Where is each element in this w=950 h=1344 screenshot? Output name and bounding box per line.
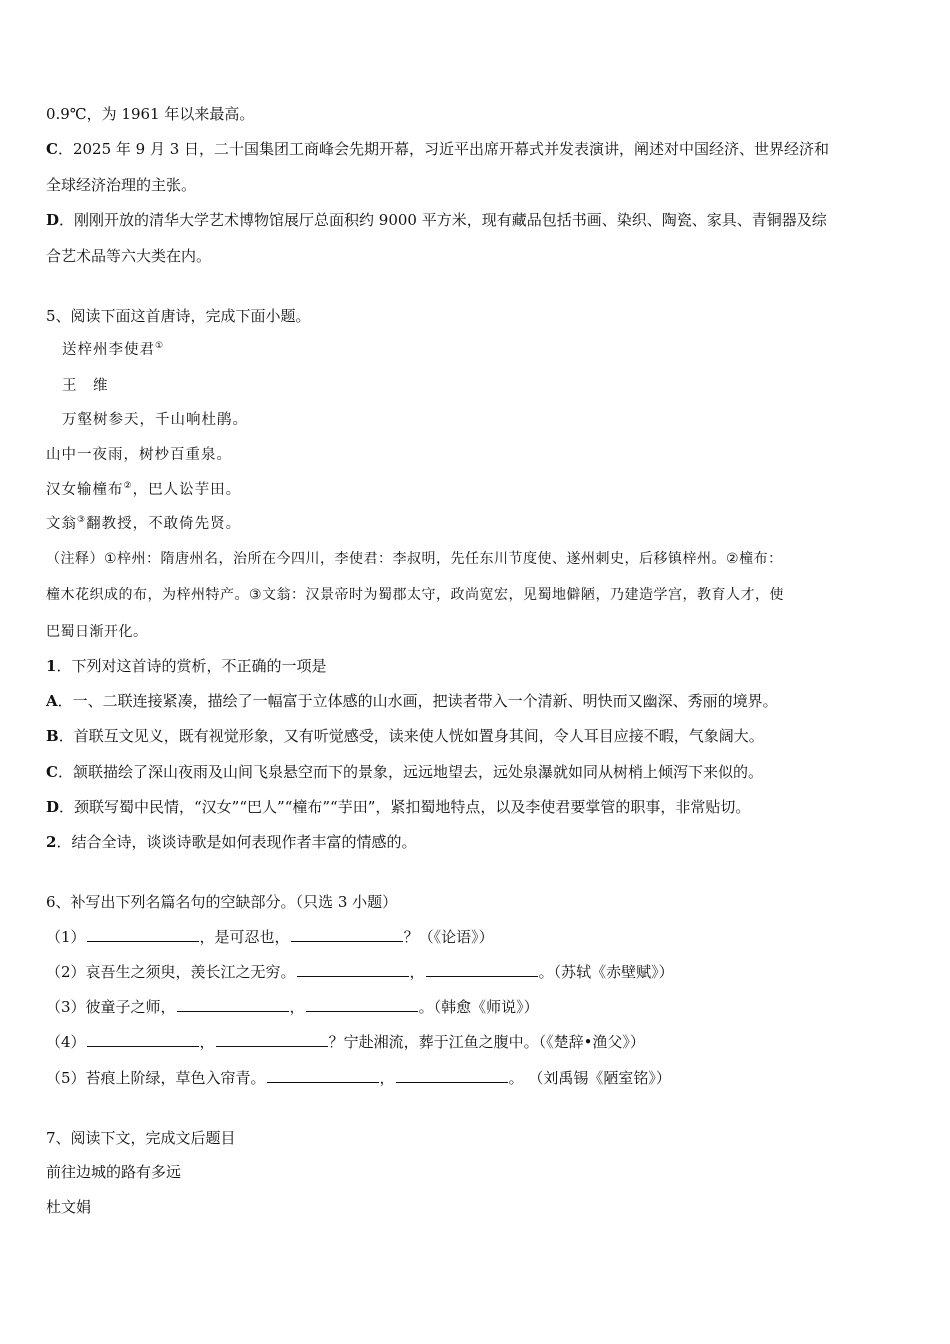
q6-item-5 bbox=[46, 1068, 910, 1088]
q4-option-d-line-2: 合艺术品等六大类在内。 bbox=[46, 247, 212, 265]
q7-heading: 7、阅读下文，完成文后题目 bbox=[46, 1129, 236, 1147]
item-2-middle: ， bbox=[409, 963, 425, 981]
q5-option-b bbox=[46, 726, 910, 746]
q6-item-1 bbox=[46, 927, 910, 947]
sub-1-number: 1 bbox=[46, 657, 57, 675]
q5-sub-2 bbox=[46, 832, 910, 852]
q5-option-a bbox=[46, 691, 910, 711]
q6-item-2 bbox=[46, 962, 910, 982]
item-3-prefix: （3）彼童子之师， bbox=[46, 998, 176, 1016]
option-d-label: D bbox=[46, 211, 60, 229]
poem-line-1: 万壑树参天，千山响杜鹃。 bbox=[62, 412, 248, 428]
item-2-suffix: 。（苏轼《赤壁赋》） bbox=[538, 963, 674, 981]
poem-line-3-b: ，巴人讼芋田。 bbox=[132, 482, 242, 498]
item-1-middle: ，是可忍也， bbox=[199, 928, 290, 946]
answer-blank[interactable] bbox=[306, 997, 418, 1012]
poem-line-4-footnote: ③ bbox=[77, 515, 87, 525]
item-1-prefix: （1） bbox=[46, 928, 86, 946]
answer-blank[interactable] bbox=[291, 927, 403, 942]
q4-option-c-line-2: 全球经济治理的主张。 bbox=[46, 176, 197, 194]
q6-item-4 bbox=[46, 1032, 910, 1052]
poem-line-4 bbox=[46, 514, 910, 534]
option-b-text: ．首联互文见义，既有视觉形象，又有听觉感受，读来使人恍如置身其间，令人耳目应接不暇，气象阔大。 bbox=[58, 727, 764, 745]
q4-line-1: 0.9℃，为 1961 年以来最高。 bbox=[46, 105, 255, 123]
q5-sub-1 bbox=[46, 656, 910, 676]
option-c-label: C bbox=[46, 763, 58, 781]
poem-line-3-footnote: ② bbox=[123, 481, 133, 491]
poem-line-3 bbox=[46, 480, 910, 500]
option-a-label: A bbox=[46, 692, 58, 710]
poem-line-3-a: 汉女输橦布 bbox=[46, 482, 124, 498]
notes-line-2: 橦木花织成的布，为梓州特产。③文翁：汉景帝时为蜀郡太守，政尚宽宏，见蜀地僻陋，乃建造学宫，教育人才，使 bbox=[46, 587, 785, 603]
sub-1-text: ．下列对这首诗的赏析，不正确的一项是 bbox=[56, 657, 327, 675]
option-d-text: ．颈联写蜀中民情，“汉女”“巴人”“橦布”“芋田”，紧扣蜀地特点，以及李使君要掌管的职事，非常贴切。 bbox=[59, 798, 751, 816]
poem-line-2: 山中一夜雨，树杪百重泉。 bbox=[46, 447, 232, 463]
poem-title bbox=[62, 340, 910, 360]
option-d-text: ．刚刚开放的清华大学艺术博物馆展厅总面积约 9000 平方米，现有藏品包括书画、染织、陶瓷、家具、青铜器及综 bbox=[59, 211, 827, 229]
poem-title-text: 送梓州李使君 bbox=[62, 342, 155, 358]
option-a-text: ．一、二联连接紧凑，描绘了一幅富于立体感的山水画，把读者带入一个清新、明快而又幽深、秀丽的境界。 bbox=[57, 692, 778, 710]
q5-option-c bbox=[46, 762, 910, 782]
answer-blank[interactable] bbox=[87, 927, 199, 942]
notes-line-3: 巴蜀日渐开化。 bbox=[46, 624, 148, 640]
option-c-label: C bbox=[46, 140, 58, 158]
item-4-suffix: ？宁赴湘流，葬于江鱼之腹中。（《楚辞•渔父》） bbox=[328, 1033, 645, 1051]
item-5-prefix: （5）苔痕上阶绿，草色入帘青。 bbox=[46, 1069, 266, 1087]
item-2-prefix: （2）哀吾生之须臾，羡长江之无穷。 bbox=[46, 963, 296, 981]
poem-author: 王 维 bbox=[62, 378, 109, 394]
q6-item-3 bbox=[46, 997, 910, 1017]
q4-option-c-line-1 bbox=[46, 139, 910, 159]
sub-2-number: 2 bbox=[46, 833, 57, 851]
item-4-prefix: （4） bbox=[46, 1033, 86, 1051]
poem-title-footnote: ① bbox=[155, 341, 165, 351]
q4-option-d-line-1 bbox=[46, 210, 910, 230]
option-c-text: ．颔联描绘了深山夜雨及山间飞泉悬空而下的景象，远远地望去，远处泉瀑就如同从树梢上倾泻下来似的。 bbox=[57, 763, 763, 781]
item-4-middle: ， bbox=[199, 1033, 215, 1051]
answer-blank[interactable] bbox=[177, 997, 289, 1012]
q5-heading: 5、阅读下面这首唐诗，完成下面小题。 bbox=[46, 307, 311, 325]
q5-option-d bbox=[46, 797, 910, 817]
poem-line-4-a: 文翁 bbox=[46, 516, 77, 532]
answer-blank[interactable] bbox=[216, 1032, 328, 1047]
answer-blank[interactable] bbox=[267, 1068, 379, 1083]
item-5-middle: ， bbox=[379, 1069, 395, 1087]
article-title: 前往边城的路有多远 bbox=[46, 1163, 182, 1181]
sub-2-text: ．结合全诗，谈谈诗歌是如何表现作者丰富的情感的。 bbox=[56, 833, 417, 851]
poem-line-4-b: 翻教授，不敢倚先贤。 bbox=[86, 516, 242, 532]
notes-line-1: （注释）①梓州：隋唐州名，治所在今四川，李使君：李叔明，先任东川节度使、遂州刺史，后移镇梓州。②橦布： bbox=[46, 551, 783, 567]
answer-blank[interactable] bbox=[426, 962, 538, 977]
answer-blank[interactable] bbox=[396, 1068, 508, 1083]
option-d-label: D bbox=[46, 798, 60, 816]
option-b-label: B bbox=[46, 727, 59, 745]
option-c-text: ．2025 年 9 月 3 日，二十国集团工商峰会先期开幕，习近平出席开幕式并发表演讲，阐述对中国经济、世界经济和 bbox=[57, 140, 830, 158]
item-5-suffix: 。 （刘禹锡《陋室铭》） bbox=[508, 1069, 671, 1087]
article-author: 杜文娟 bbox=[46, 1198, 92, 1216]
item-3-middle: ， bbox=[289, 998, 305, 1016]
item-3-suffix: 。（韩愈《师说》） bbox=[418, 998, 539, 1016]
answer-blank[interactable] bbox=[297, 962, 409, 977]
answer-blank[interactable] bbox=[87, 1032, 199, 1047]
q6-heading: 6、补写出下列名篇名句的空缺部分。（只选 3 小题） bbox=[46, 893, 398, 911]
item-1-suffix: ？（《论语》） bbox=[403, 928, 494, 946]
